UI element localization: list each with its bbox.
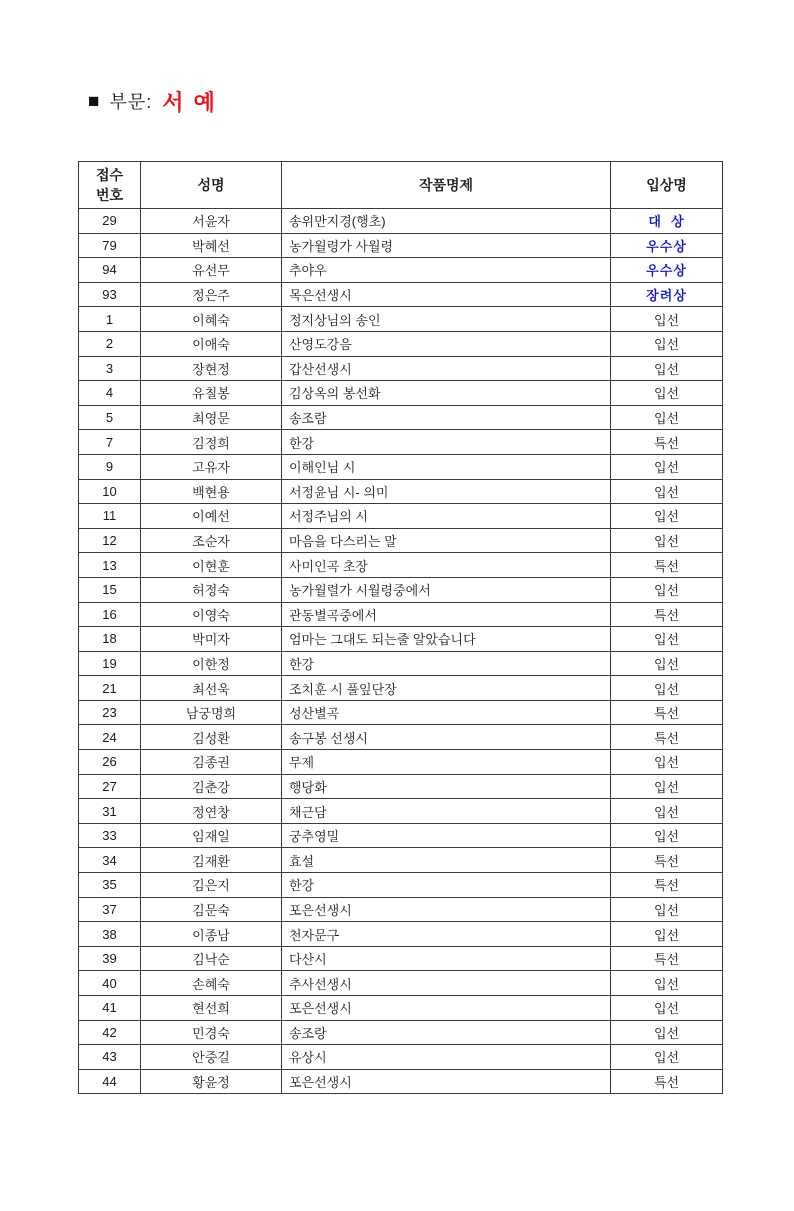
cell-work-title: 송조랑	[282, 1020, 611, 1045]
cell-award: 입선	[611, 307, 723, 332]
cell-award: 입선	[611, 774, 723, 799]
cell-work-title: 농가월령가 사월령	[282, 233, 611, 258]
table-row	[79, 1069, 723, 1094]
table-row	[79, 848, 723, 873]
cell-receipt-no: 93	[79, 282, 141, 307]
table-row	[79, 676, 723, 701]
cell-work-title: 천자문구	[282, 922, 611, 947]
section-label: 부문:	[109, 92, 153, 112]
cell-award: 입선	[611, 1020, 723, 1045]
cell-work-title: 이해인님 시	[282, 454, 611, 479]
cell-work-title: 무제	[282, 750, 611, 775]
header-name: 성명	[141, 162, 282, 209]
cell-award: 입선	[611, 971, 723, 996]
cell-receipt-no: 31	[79, 799, 141, 824]
cell-receipt-no: 11	[79, 504, 141, 529]
cell-receipt-no: 2	[79, 331, 141, 356]
cell-award: 입선	[611, 627, 723, 652]
cell-name: 현선희	[141, 996, 282, 1021]
table-row	[79, 1020, 723, 1045]
cell-work-title: 채근담	[282, 799, 611, 824]
cell-work-title: 한강	[282, 873, 611, 898]
cell-name: 김성환	[141, 725, 282, 750]
cell-receipt-no: 15	[79, 577, 141, 602]
cell-award: 입선	[611, 996, 723, 1021]
table-row	[79, 430, 723, 455]
cell-work-title: 다산시	[282, 946, 611, 971]
cell-receipt-no: 35	[79, 873, 141, 898]
cell-name: 이현훈	[141, 553, 282, 578]
header-receipt-line1: 접수	[95, 166, 124, 183]
cell-work-title: 포은선생시	[282, 897, 611, 922]
cell-name: 조순자	[141, 528, 282, 553]
cell-name: 허정숙	[141, 577, 282, 602]
cell-name: 손혜숙	[141, 971, 282, 996]
cell-receipt-no: 34	[79, 848, 141, 873]
cell-name: 안중길	[141, 1045, 282, 1070]
cell-award: 특선	[611, 602, 723, 627]
table-row	[79, 381, 723, 406]
table-row	[79, 282, 723, 307]
table-row	[79, 1045, 723, 1070]
cell-name: 최선욱	[141, 676, 282, 701]
cell-name: 김재환	[141, 848, 282, 873]
cell-receipt-no: 39	[79, 946, 141, 971]
cell-award: 특선	[611, 848, 723, 873]
table-row	[79, 946, 723, 971]
cell-name: 민경숙	[141, 1020, 282, 1045]
table-row	[79, 307, 723, 332]
cell-work-title: 정지상님의 송인	[282, 307, 611, 332]
cell-work-title: 관동별곡중에서	[282, 602, 611, 627]
header-award: 입상명	[611, 162, 723, 209]
table-row	[79, 454, 723, 479]
cell-award: 특선	[611, 430, 723, 455]
cell-receipt-no: 3	[79, 356, 141, 381]
table-row	[79, 627, 723, 652]
cell-award: 입선	[611, 577, 723, 602]
table-row	[79, 700, 723, 725]
cell-work-title: 궁추영밀	[282, 823, 611, 848]
cell-award: 우수상	[611, 258, 723, 283]
cell-work-title: 송구봉 선생시	[282, 725, 611, 750]
cell-work-title: 포은선생시	[282, 996, 611, 1021]
section-title	[88, 88, 794, 114]
table-row	[79, 209, 723, 234]
cell-work-title: 송위만지경(행초)	[282, 209, 611, 234]
cell-receipt-no: 42	[79, 1020, 141, 1045]
table-row	[79, 233, 723, 258]
cell-name: 김종권	[141, 750, 282, 775]
table-row	[79, 479, 723, 504]
cell-name: 김낙순	[141, 946, 282, 971]
cell-name: 남궁명희	[141, 700, 282, 725]
cell-name: 백현용	[141, 479, 282, 504]
cell-name: 최영문	[141, 405, 282, 430]
table-row	[79, 553, 723, 578]
cell-receipt-no: 26	[79, 750, 141, 775]
cell-receipt-no: 29	[79, 209, 141, 234]
cell-award: 입선	[611, 897, 723, 922]
cell-name: 김은지	[141, 873, 282, 898]
cell-name: 이예선	[141, 504, 282, 529]
cell-receipt-no: 41	[79, 996, 141, 1021]
table-body	[79, 209, 723, 1094]
cell-receipt-no: 27	[79, 774, 141, 799]
table-row	[79, 799, 723, 824]
cell-work-title: 서정윤님 시- 의미	[282, 479, 611, 504]
cell-receipt-no: 19	[79, 651, 141, 676]
cell-work-title: 성산별곡	[282, 700, 611, 725]
cell-receipt-no: 24	[79, 725, 141, 750]
cell-work-title: 서정주님의 시	[282, 504, 611, 529]
cell-work-title: 추야우	[282, 258, 611, 283]
cell-receipt-no: 5	[79, 405, 141, 430]
cell-work-title: 유상시	[282, 1045, 611, 1070]
cell-name: 이종남	[141, 922, 282, 947]
cell-receipt-no: 40	[79, 971, 141, 996]
table-row	[79, 258, 723, 283]
results-table	[78, 161, 723, 1094]
cell-award: 입선	[611, 922, 723, 947]
table-header	[79, 162, 723, 209]
cell-work-title: 목은선생시	[282, 282, 611, 307]
cell-receipt-no: 37	[79, 897, 141, 922]
table-row	[79, 996, 723, 1021]
cell-receipt-no: 1	[79, 307, 141, 332]
cell-award: 입선	[611, 651, 723, 676]
cell-work-title: 효설	[282, 848, 611, 873]
table-row	[79, 971, 723, 996]
cell-award: 대 상	[611, 209, 723, 234]
cell-receipt-no: 21	[79, 676, 141, 701]
cell-work-title: 갑산선생시	[282, 356, 611, 381]
cell-name: 이영숙	[141, 602, 282, 627]
table-row	[79, 897, 723, 922]
cell-receipt-no: 13	[79, 553, 141, 578]
cell-award: 입선	[611, 405, 723, 430]
cell-work-title: 산영도강음	[282, 331, 611, 356]
cell-award: 특선	[611, 946, 723, 971]
table-row	[79, 725, 723, 750]
cell-receipt-no: 12	[79, 528, 141, 553]
table-row	[79, 356, 723, 381]
cell-work-title: 농가월렬가 시월령중에서	[282, 577, 611, 602]
table-row	[79, 774, 723, 799]
table-row	[79, 504, 723, 529]
cell-award: 특선	[611, 725, 723, 750]
cell-work-title: 사미인곡 초장	[282, 553, 611, 578]
cell-receipt-no: 16	[79, 602, 141, 627]
cell-award: 입선	[611, 454, 723, 479]
cell-receipt-no: 9	[79, 454, 141, 479]
document-page	[0, 88, 794, 1094]
cell-award: 입선	[611, 1045, 723, 1070]
cell-work-title: 포은선생시	[282, 1069, 611, 1094]
cell-work-title: 추사선생시	[282, 971, 611, 996]
cell-name: 장현정	[141, 356, 282, 381]
table-row	[79, 922, 723, 947]
cell-work-title: 행당화	[282, 774, 611, 799]
cell-name: 이애숙	[141, 331, 282, 356]
cell-receipt-no: 23	[79, 700, 141, 725]
section-name: 서 예	[162, 89, 217, 115]
cell-receipt-no: 4	[79, 381, 141, 406]
cell-work-title: 엄마는 그대도 되는줄 알았습니다	[282, 627, 611, 652]
cell-name: 박미자	[141, 627, 282, 652]
header-receipt-no	[79, 162, 141, 209]
cell-name: 이한정	[141, 651, 282, 676]
cell-award: 입선	[611, 504, 723, 529]
cell-name: 고유자	[141, 454, 282, 479]
cell-award: 입선	[611, 479, 723, 504]
cell-award: 특선	[611, 553, 723, 578]
cell-receipt-no: 79	[79, 233, 141, 258]
cell-award: 입선	[611, 823, 723, 848]
cell-work-title: 송조람	[282, 405, 611, 430]
filled-square-icon: ■	[88, 90, 100, 112]
cell-name: 정연창	[141, 799, 282, 824]
cell-award: 우수상	[611, 233, 723, 258]
cell-award: 장려상	[611, 282, 723, 307]
cell-name: 김정희	[141, 430, 282, 455]
table-row	[79, 331, 723, 356]
cell-award: 입선	[611, 676, 723, 701]
cell-award: 특선	[611, 700, 723, 725]
cell-work-title: 조치훈 시 풀잎단장	[282, 676, 611, 701]
cell-name: 김문숙	[141, 897, 282, 922]
table-row	[79, 528, 723, 553]
cell-receipt-no: 94	[79, 258, 141, 283]
cell-name: 김춘강	[141, 774, 282, 799]
cell-award: 입선	[611, 356, 723, 381]
cell-name: 박혜선	[141, 233, 282, 258]
cell-receipt-no: 33	[79, 823, 141, 848]
cell-receipt-no: 7	[79, 430, 141, 455]
cell-receipt-no: 38	[79, 922, 141, 947]
cell-award: 입선	[611, 331, 723, 356]
cell-name: 정은주	[141, 282, 282, 307]
cell-receipt-no: 43	[79, 1045, 141, 1070]
cell-award: 입선	[611, 750, 723, 775]
table-row	[79, 405, 723, 430]
cell-receipt-no: 18	[79, 627, 141, 652]
cell-work-title: 마음을 다스리는 말	[282, 528, 611, 553]
cell-work-title: 한강	[282, 651, 611, 676]
cell-name: 이혜숙	[141, 307, 282, 332]
header-work-title: 작품명제	[282, 162, 611, 209]
table-row	[79, 823, 723, 848]
table-row	[79, 651, 723, 676]
header-receipt-line2: 번호	[95, 187, 124, 203]
cell-name: 황윤정	[141, 1069, 282, 1094]
cell-work-title: 한강	[282, 430, 611, 455]
table-row	[79, 750, 723, 775]
cell-award: 입선	[611, 528, 723, 553]
table-row	[79, 577, 723, 602]
cell-award: 특선	[611, 873, 723, 898]
cell-receipt-no: 44	[79, 1069, 141, 1094]
cell-name: 서윤자	[141, 209, 282, 234]
cell-name: 유선무	[141, 258, 282, 283]
cell-name: 임재일	[141, 823, 282, 848]
cell-receipt-no: 10	[79, 479, 141, 504]
cell-award: 입선	[611, 799, 723, 824]
cell-award: 입선	[611, 381, 723, 406]
cell-name: 유칠봉	[141, 381, 282, 406]
cell-work-title: 김상옥의 봉선화	[282, 381, 611, 406]
table-row	[79, 602, 723, 627]
header-row	[79, 162, 723, 209]
table-row	[79, 873, 723, 898]
cell-award: 특선	[611, 1069, 723, 1094]
